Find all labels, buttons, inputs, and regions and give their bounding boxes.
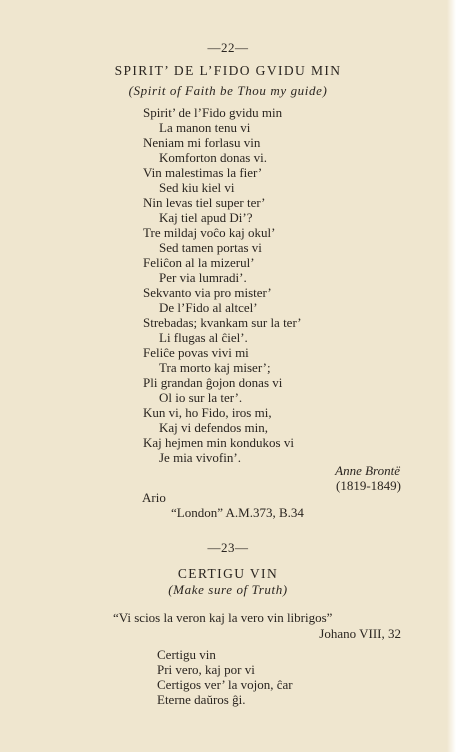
verse-line: Sed tamen portas vi [159,240,262,255]
verse-line: Neniam mi forlasu vin [143,135,261,150]
hymn-22-number: —22— [207,40,249,55]
verse-line: Je mia vivofin’. [159,450,241,465]
hymn-23-reference: Johano VIII, 32 [319,626,401,641]
verse-line: De l’Fido al altcel’ [159,300,258,315]
hymn-22-stanza-2 [143,165,266,225]
hymn-23-number: —23— [207,540,249,555]
tune-name: “London” A.M.373, B.34 [171,505,304,520]
hymn-22-author-dates: (1819-1849) [336,478,401,493]
hymn-23-subtitle: (Make sure of Truth) [168,582,288,597]
verse-line: Spirit’ de l’Fido gvidu min [143,105,283,120]
verse-line: Kaj hejmen min kondukos vi [143,435,294,450]
verse-line: Ol io sur la ter’. [159,390,243,405]
verse-line: Pri vero, kaj por vi [157,662,255,677]
verse-line: Kaj vi defendos min, [159,420,269,435]
verse-line: Strebadas; kvankam sur la ter’ [143,315,302,330]
hymn-22-subtitle: (Spirit of Faith be Thou my guide) [128,83,328,98]
verse-line: Tra morto kaj miser’; [159,360,271,375]
verse-line: La manon tenu vi [159,120,251,135]
verse-line: Eterne daŭros ĝi. [157,692,246,707]
tune-label: Ario [142,490,166,505]
verse-line: Li flugas al ĉiel’. [159,330,248,345]
hymn-23-title: CERTIGU VIN [177,566,279,581]
hymn-22-author: Anne Brontë [335,463,400,478]
verse-line: Sed kiu kiel vi [159,180,235,195]
verse-line: Pli grandan ĝojon donas vi [143,375,283,390]
verse-line: Feliĉon al la mizerul’ [143,255,255,270]
hymn-22-stanza-6 [143,405,294,465]
verse-line: Per via lumradi’. [159,270,247,285]
hymn-23-epigraph: “Vi scios la veron kaj la vero vin librigos” [113,610,333,625]
verse-line: Kaj tiel apud Di’? [159,210,253,225]
verse-line: Certigos ver’ la vojon, ĉar [157,677,293,692]
page-edge [447,0,456,752]
hymn-22-stanza-3 [143,225,275,285]
verse-line: Nin levas tiel super ter’ [143,195,266,210]
hymn-23-stanza-1 [157,647,293,707]
verse-line: Feliĉe povas vivi mi [143,345,249,360]
verse-line: Tre mildaj voĉo kaj okul’ [143,225,276,240]
hymn-22-stanza-1 [143,105,282,165]
hymn-22-stanza-4 [143,285,302,345]
verse-line: Komforton donas vi. [159,150,267,165]
hymn-22-title: SPIRIT’ DE L’FIDO GVIDU MIN [114,63,342,78]
hymn-22-stanza-5 [143,345,282,405]
verse-line: Certigu vin [157,647,216,662]
verse-line: Vin malestimas la fier’ [143,165,263,180]
verse-line: Kun vi, ho Fido, iros mi, [143,405,272,420]
verse-line: Sekvanto via pro mister’ [143,285,272,300]
